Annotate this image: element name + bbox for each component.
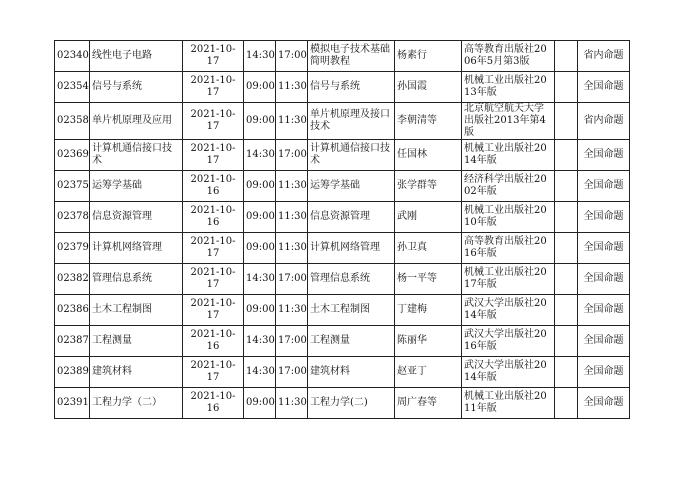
end-time-cell: 11:30 xyxy=(276,202,308,233)
note-cell xyxy=(555,72,578,103)
table-row xyxy=(55,295,630,326)
start-time-cell: 14:30 xyxy=(244,326,276,357)
table-row xyxy=(55,202,630,233)
textbook-cell: 计算机网络管理 xyxy=(308,233,395,264)
end-time-cell: 11:30 xyxy=(276,171,308,202)
author-cell: 杨一平等 xyxy=(395,264,462,295)
exam-date-cell: 2021-10-17 xyxy=(183,103,244,140)
exam-date-cell: 2021-10-16 xyxy=(183,202,244,233)
exam-type-cell: 全国命题 xyxy=(578,264,630,295)
publisher-cell: 机械工业出版社2014年版 xyxy=(462,140,555,171)
end-time-cell: 17:00 xyxy=(276,326,308,357)
publisher-cell: 北京航空航天大学出版社2013年第4版 xyxy=(462,103,555,140)
author-cell: 李朝清等 xyxy=(395,103,462,140)
end-time-cell: 11:30 xyxy=(276,103,308,140)
author-cell: 孙卫真 xyxy=(395,233,462,264)
exam-type-cell: 全国命题 xyxy=(578,202,630,233)
course-code-cell: 02340 xyxy=(55,41,90,72)
course-name-cell: 工程力学（二） xyxy=(90,388,183,419)
note-cell xyxy=(555,41,578,72)
course-name-cell: 建筑材料 xyxy=(90,357,183,388)
course-code-cell: 02369 xyxy=(55,140,90,171)
course-code-cell: 02379 xyxy=(55,233,90,264)
course-code-cell: 02389 xyxy=(55,357,90,388)
exam-date-cell: 2021-10-17 xyxy=(183,264,244,295)
textbook-cell: 运筹学基础 xyxy=(308,171,395,202)
exam-type-cell: 全国命题 xyxy=(578,388,630,419)
course-name-cell: 单片机原理及应用 xyxy=(90,103,183,140)
course-name-cell: 工程测量 xyxy=(90,326,183,357)
course-name-cell: 信息资源管理 xyxy=(90,202,183,233)
note-cell xyxy=(555,140,578,171)
publisher-cell: 高等教育出版社2006年5月第3版 xyxy=(462,41,555,72)
course-code-cell: 02387 xyxy=(55,326,90,357)
textbook-cell: 信息资源管理 xyxy=(308,202,395,233)
end-time-cell: 17:00 xyxy=(276,41,308,72)
end-time-cell: 17:00 xyxy=(276,357,308,388)
course-name-cell: 计算机网络管理 xyxy=(90,233,183,264)
note-cell xyxy=(555,326,578,357)
course-name-cell: 线性电子电路 xyxy=(90,41,183,72)
publisher-cell: 武汉大学出版社2014年版 xyxy=(462,295,555,326)
note-cell xyxy=(555,171,578,202)
note-cell xyxy=(555,295,578,326)
note-cell xyxy=(555,264,578,295)
exam-date-cell: 2021-10-17 xyxy=(183,41,244,72)
table-row xyxy=(55,171,630,202)
exam-schedule-table xyxy=(54,40,630,419)
exam-date-cell: 2021-10-17 xyxy=(183,233,244,264)
table-row xyxy=(55,72,630,103)
exam-type-cell: 全国命题 xyxy=(578,140,630,171)
exam-type-cell: 全国命题 xyxy=(578,171,630,202)
textbook-cell: 管理信息系统 xyxy=(308,264,395,295)
end-time-cell: 17:00 xyxy=(276,264,308,295)
exam-date-cell: 2021-10-16 xyxy=(183,326,244,357)
author-cell: 丁建梅 xyxy=(395,295,462,326)
exam-date-cell: 2021-10-16 xyxy=(183,388,244,419)
publisher-cell: 经济科学出版社2002年版 xyxy=(462,171,555,202)
course-code-cell: 02378 xyxy=(55,202,90,233)
textbook-cell: 计算机通信接口技术 xyxy=(308,140,395,171)
exam-date-cell: 2021-10-17 xyxy=(183,140,244,171)
course-name-cell: 计算机通信接口技术 xyxy=(90,140,183,171)
author-cell: 周广春等 xyxy=(395,388,462,419)
course-name-cell: 信号与系统 xyxy=(90,72,183,103)
table-row xyxy=(55,264,630,295)
exam-date-cell: 2021-10-17 xyxy=(183,72,244,103)
course-code-cell: 02391 xyxy=(55,388,90,419)
textbook-cell: 建筑材料 xyxy=(308,357,395,388)
start-time-cell: 14:30 xyxy=(244,357,276,388)
end-time-cell: 11:30 xyxy=(276,388,308,419)
course-code-cell: 02358 xyxy=(55,103,90,140)
table-row xyxy=(55,233,630,264)
table-row xyxy=(55,388,630,419)
end-time-cell: 11:30 xyxy=(276,233,308,264)
exam-type-cell: 全国命题 xyxy=(578,357,630,388)
publisher-cell: 机械工业出版社2013年版 xyxy=(462,72,555,103)
exam-type-cell: 省内命题 xyxy=(578,41,630,72)
table-row xyxy=(55,140,630,171)
table-row xyxy=(55,103,630,140)
note-cell xyxy=(555,357,578,388)
publisher-cell: 机械工业出版社2010年版 xyxy=(462,202,555,233)
table-row xyxy=(55,326,630,357)
exam-type-cell: 省内命题 xyxy=(578,103,630,140)
table-body xyxy=(55,41,630,419)
exam-date-cell: 2021-10-17 xyxy=(183,295,244,326)
exam-date-cell: 2021-10-17 xyxy=(183,357,244,388)
author-cell: 孙国霞 xyxy=(395,72,462,103)
publisher-cell: 机械工业出版社2017年版 xyxy=(462,264,555,295)
start-time-cell: 14:30 xyxy=(244,140,276,171)
publisher-cell: 武汉大学出版社2016年版 xyxy=(462,326,555,357)
course-name-cell: 管理信息系统 xyxy=(90,264,183,295)
end-time-cell: 11:30 xyxy=(276,295,308,326)
course-code-cell: 02375 xyxy=(55,171,90,202)
start-time-cell: 14:30 xyxy=(244,41,276,72)
note-cell xyxy=(555,388,578,419)
exam-type-cell: 全国命题 xyxy=(578,295,630,326)
course-code-cell: 02354 xyxy=(55,72,90,103)
publisher-cell: 武汉大学出版社2014年版 xyxy=(462,357,555,388)
course-name-cell: 运筹学基础 xyxy=(90,171,183,202)
author-cell: 武刚 xyxy=(395,202,462,233)
course-name-cell: 土木工程制图 xyxy=(90,295,183,326)
publisher-cell: 机械工业出版社2011年版 xyxy=(462,388,555,419)
start-time-cell: 09:00 xyxy=(244,72,276,103)
exam-type-cell: 全国命题 xyxy=(578,326,630,357)
exam-date-cell: 2021-10-16 xyxy=(183,171,244,202)
start-time-cell: 09:00 xyxy=(244,233,276,264)
author-cell: 任国林 xyxy=(395,140,462,171)
publisher-cell: 高等教育出版社2016年版 xyxy=(462,233,555,264)
exam-type-cell: 全国命题 xyxy=(578,233,630,264)
author-cell: 陈丽华 xyxy=(395,326,462,357)
start-time-cell: 09:00 xyxy=(244,388,276,419)
start-time-cell: 09:00 xyxy=(244,295,276,326)
author-cell: 杨素行 xyxy=(395,41,462,72)
author-cell: 张学群等 xyxy=(395,171,462,202)
note-cell xyxy=(555,202,578,233)
exam-schedule-sheet xyxy=(54,40,629,419)
table-row xyxy=(55,357,630,388)
course-code-cell: 02386 xyxy=(55,295,90,326)
textbook-cell: 土木工程制图 xyxy=(308,295,395,326)
note-cell xyxy=(555,233,578,264)
start-time-cell: 09:00 xyxy=(244,103,276,140)
start-time-cell: 14:30 xyxy=(244,264,276,295)
course-code-cell: 02382 xyxy=(55,264,90,295)
table-row xyxy=(55,41,630,72)
start-time-cell: 09:00 xyxy=(244,171,276,202)
textbook-cell: 信号与系统 xyxy=(308,72,395,103)
textbook-cell: 工程力学(二) xyxy=(308,388,395,419)
start-time-cell: 09:00 xyxy=(244,202,276,233)
textbook-cell: 单片机原理及接口技术 xyxy=(308,103,395,140)
end-time-cell: 17:00 xyxy=(276,140,308,171)
end-time-cell: 11:30 xyxy=(276,72,308,103)
author-cell: 赵亚丁 xyxy=(395,357,462,388)
note-cell xyxy=(555,103,578,140)
textbook-cell: 模拟电子技术基础简明教程 xyxy=(308,41,395,72)
textbook-cell: 工程测量 xyxy=(308,326,395,357)
exam-type-cell: 全国命题 xyxy=(578,72,630,103)
